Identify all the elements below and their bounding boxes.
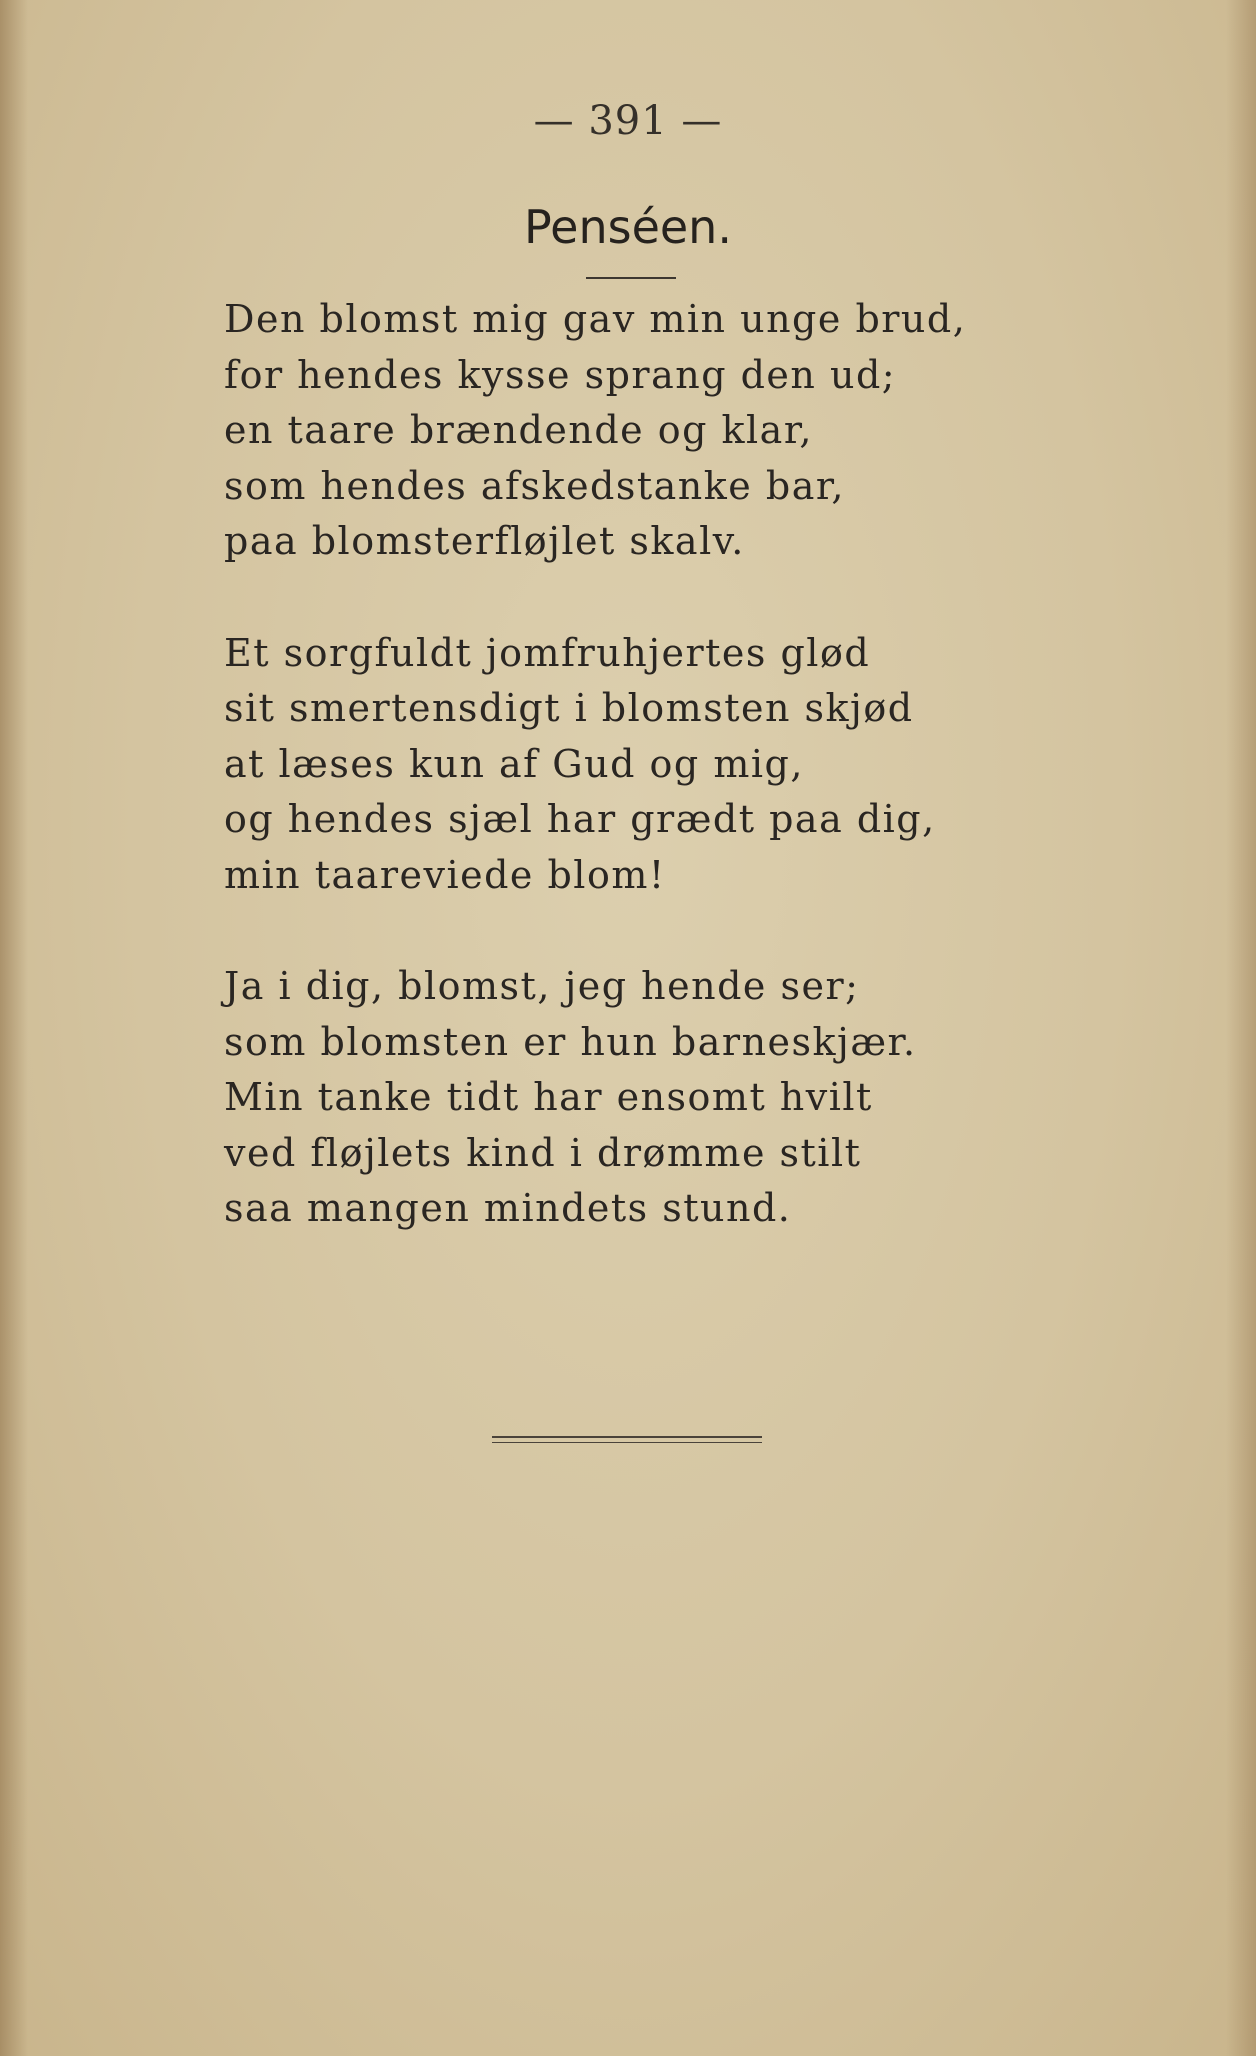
verse-line: for hendes kysse sprang den ud; — [224, 352, 897, 397]
stanza-2 — [224, 626, 1124, 904]
title-rule — [586, 277, 676, 279]
verse-line: saa mangen mindets stund. — [224, 1186, 792, 1230]
verse-line: en taare brændende og klar, — [224, 408, 813, 452]
page-edge-shadow-right — [1226, 0, 1256, 2056]
verse-line: og hendes sjæl har grædt paa dig, — [224, 797, 936, 841]
end-rule-line — [492, 1436, 762, 1438]
end-ornament-rule — [492, 1436, 762, 1447]
verse-line: Den blomst mig gav min unge brud, — [224, 297, 967, 341]
end-rule-line — [492, 1442, 762, 1444]
verse-line: sit smertensdigt i blomsten skjød — [224, 686, 914, 730]
poem-title: Penséen. — [524, 200, 732, 254]
verse-line: Min tanke tidt har ensomt hvilt — [224, 1075, 873, 1119]
verse-line: paa blomsterfløjlet skalv. — [224, 519, 745, 563]
stanza-1 — [224, 292, 1124, 570]
page-edge-shadow-left — [0, 0, 28, 2056]
verse-line: Ja i dig, blomst, jeg hende ser; — [224, 964, 860, 1008]
verse-line: Et sorgfuldt jomfruhjertes glød — [224, 630, 871, 675]
verse-line: som blomsten er hun barneskjær. — [224, 1019, 917, 1064]
verse-line: at læses kun af Gud og mig, — [224, 741, 804, 786]
stanza-3 — [224, 959, 1124, 1237]
verse-line: min taareviede blom! — [224, 852, 666, 897]
verse-line: som hendes afskedstanke bar, — [224, 463, 845, 508]
verse-line: ved fløjlets kind i drømme stilt — [224, 1130, 862, 1175]
poem-body — [224, 292, 1124, 1293]
page-number: — 391 — — [533, 98, 723, 144]
